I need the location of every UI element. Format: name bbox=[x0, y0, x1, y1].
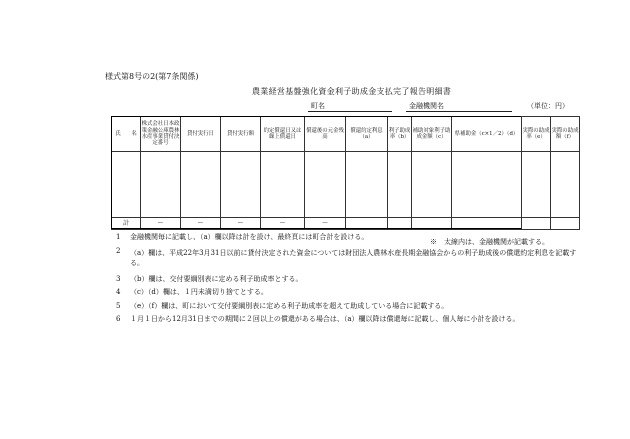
header-rate-b: 利子助成率（b） bbox=[388, 117, 412, 152]
total-actual-amount-f[interactable] bbox=[551, 218, 580, 230]
note-item bbox=[116, 234, 586, 241]
cell-interest-a[interactable] bbox=[346, 152, 388, 218]
dash-4: — bbox=[261, 218, 305, 230]
cell-loan-number[interactable] bbox=[141, 152, 181, 218]
note-number: 4 bbox=[116, 288, 121, 297]
note-number: 1 bbox=[116, 233, 121, 241]
cell-prefecture-d[interactable] bbox=[452, 152, 522, 218]
town-label: 町名 bbox=[311, 102, 325, 110]
town-field-line[interactable] bbox=[308, 111, 392, 112]
header-subsidy-c: 補助対象利子助成金額（c） bbox=[412, 117, 452, 152]
bank-field-line[interactable] bbox=[406, 111, 512, 112]
bank-label: 金融機関名 bbox=[409, 102, 444, 110]
header-name: 氏 名 bbox=[112, 117, 141, 152]
dash-1: — bbox=[141, 218, 181, 230]
form-number: 様式第8号の2(第7条関係) bbox=[105, 72, 199, 81]
note-number: 3 bbox=[116, 274, 121, 283]
report-table bbox=[111, 116, 522, 230]
cell-loan-amount[interactable] bbox=[221, 152, 261, 218]
note-text: １月１日から12月31日までの期間に２回以上の償還がある場合は、（a）欄以降は償還毎に記載し、個人毎に小計を設ける。 bbox=[130, 315, 520, 324]
note-number: 6 bbox=[116, 315, 121, 324]
header-row bbox=[112, 117, 522, 152]
cell-actual-rate-e[interactable] bbox=[522, 152, 551, 218]
cell-loan-date[interactable] bbox=[181, 152, 221, 218]
note-text: （e）（f）欄は、町において交付要綱別表に定める利子助成率を超えて助成している場合に記載する。 bbox=[130, 301, 449, 310]
header-actual-rate-e: 実際の助成率（e） bbox=[522, 117, 551, 152]
cell-rate-b[interactable] bbox=[388, 152, 412, 218]
total-subsidy-c[interactable] bbox=[412, 218, 452, 230]
notes-list bbox=[116, 234, 586, 330]
extra-header-row bbox=[522, 117, 580, 152]
note-item bbox=[116, 276, 586, 283]
cell-principal-balance[interactable] bbox=[305, 152, 346, 218]
note-text: 金融機関毎に記載し、（a）欄以降は計を設け、最終頁には町合計を設ける。 bbox=[130, 233, 369, 241]
note-number: 2 bbox=[116, 246, 121, 255]
note-item bbox=[116, 303, 586, 310]
header-actual-amount-f: 実際の助成額（f） bbox=[551, 117, 580, 152]
dash-3: — bbox=[221, 218, 261, 230]
dash-5: — bbox=[305, 218, 346, 230]
note-item bbox=[116, 248, 586, 270]
total-rate-b[interactable] bbox=[388, 218, 412, 230]
note-item bbox=[116, 289, 586, 296]
total-interest-a[interactable] bbox=[346, 218, 388, 230]
data-row bbox=[112, 152, 522, 218]
total-actual-rate-e[interactable] bbox=[522, 218, 551, 230]
header-interest-a: 償還約定利息（a） bbox=[346, 117, 388, 152]
header-loan-date: 貸付実行日 bbox=[181, 117, 221, 152]
header-repayment-date: 約定償還日又は繰上償還日 bbox=[261, 117, 305, 152]
dash-2: — bbox=[181, 218, 221, 230]
header-prefecture-d: 県補助金（c×1／2）（d） bbox=[452, 117, 522, 152]
cell-name[interactable] bbox=[112, 152, 141, 218]
note-text: （b）欄は、交付要綱別表に定める利子助成率とする。 bbox=[130, 274, 303, 283]
extra-data-row bbox=[522, 152, 580, 218]
unit-label: （単位：円） bbox=[527, 102, 569, 110]
total-label: 計 bbox=[112, 218, 141, 230]
total-prefecture-d[interactable] bbox=[452, 218, 522, 230]
header-principal-balance: 償還後の元金残高 bbox=[305, 117, 346, 152]
note-text: （a）欄は、平成22年3月31日以前に貸付決定された資金については財団法人農林水産長期金融協会からの利子助成後の償還約定利息を記載する。 bbox=[130, 248, 577, 268]
note-number: 5 bbox=[116, 301, 121, 310]
total-row bbox=[112, 218, 522, 230]
extra-total-row bbox=[522, 218, 580, 230]
cell-actual-amount-f[interactable] bbox=[551, 152, 580, 218]
header-loan-amount: 貸付実行額 bbox=[221, 117, 261, 152]
bold-frame-note: ※ 太線内は、金融機関が記載する。 bbox=[430, 238, 549, 246]
note-text: （c）（d）欄は、１円未満切り捨てとする。 bbox=[130, 288, 268, 297]
cell-repayment-date[interactable] bbox=[261, 152, 305, 218]
note-item bbox=[116, 316, 586, 323]
extra-table bbox=[521, 116, 580, 230]
header-loan-number: 株式会社日本政策金融公庫農林水産事業貸付決定番号 bbox=[141, 117, 181, 152]
cell-subsidy-c[interactable] bbox=[412, 152, 452, 218]
document-title: 農業経営基盤強化資金利子助成金支払完了報告明細書 bbox=[252, 87, 452, 96]
